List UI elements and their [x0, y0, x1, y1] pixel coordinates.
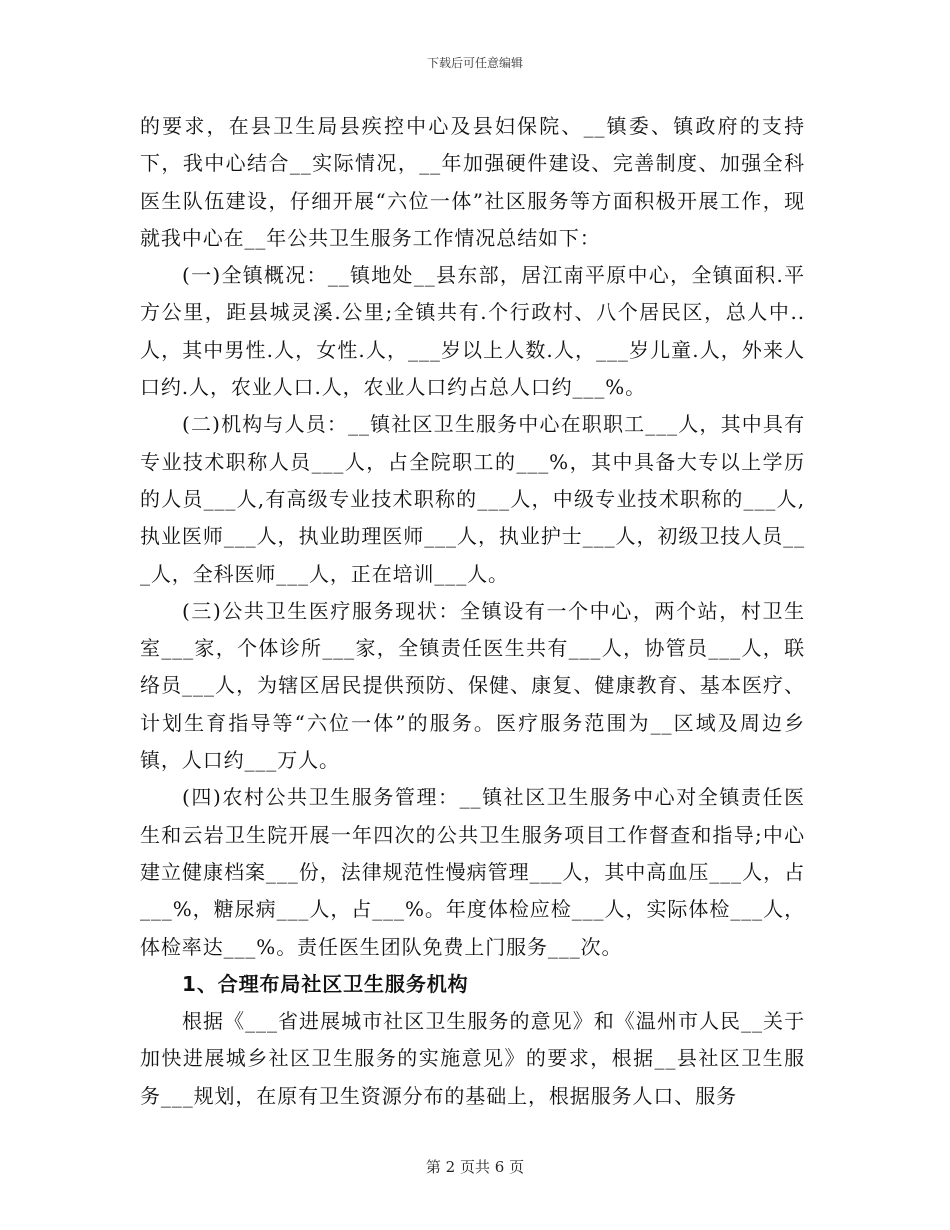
intro-paragraph: 的要求，在县卫生局县疾控中心及县妇保院、__镇委、镇政府的支持下，我中心结合__实际情况，__年加强硬件建设、完善制度、加强全科医生队伍建设，仔细开展“六位一体”社区服务等方面积极开展工作，现就我中心在__年公共卫生服务工作情况总结如下：: [140, 114, 805, 250]
page-header: 下载后可任意编辑: [426, 56, 523, 70]
paragraph-staff: (二)机构与人员：__镇社区卫生服务中心在职职工___人，其中具有专业技术职称人员___人，占全院职工的___%，其中具备大专以上学历的人员___人,有高级专业技术职称的___人，中级专业技术职称的___人,执业医师___人，执业助理医师___人，执业护士___人，初级卫技人员___人，全科医师___人，正在培训___人。: [140, 412, 805, 586]
section-heading: 1、合理布局社区卫生服务机构: [182, 971, 469, 996]
page-number: 第 2 页共 6 页: [425, 1158, 525, 1176]
paragraph-service-status: (三)公共卫生医疗服务现状：全镇设有一个中心，两个站，村卫生室___家，个体诊所___家，全镇责任医生共有___人，协管员___人，联络员___人，为辖区居民提供预防、保健、康复、健康教育、基本医疗、计划生育指导等“六位一体”的服务。医疗服务范围为__区域及周边乡镇，人口约___万人。: [140, 598, 805, 773]
document-body: [140, 108, 805, 1115]
paragraph-town-overview: (一)全镇概况：__镇地处__县东部，居江南平原中心，全镇面积.平方公里，距县城灵溪.公里;全镇共有.个行政村、八个居民区，总人中..人，其中男性.人，女性.人，___岁以上人数.人，___岁儿童.人，外来人口约.人，农业人口.人，农业人口约占总人口约___%。: [140, 263, 805, 400]
paragraph-service-management: (四)农村公共卫生服务管理：__镇社区卫生服务中心对全镇责任医生和云岩卫生院开展一年四次的公共卫生服务项目工作督查和指导;中心建立健康档案___份，法律规范性慢病管理___人，其中高血压___人，占___%，糖尿病___人，占___%。年度体检应检___人，实际体检___人，体检率达___%。责任医生团队免费上门服务___次。: [140, 785, 805, 959]
closing-paragraph: 根据《___省进展城市社区卫生服务的意见》和《温州市人民__关于加快进展城乡社区卫生服务的实施意见》的要求，根据__县社区卫生服务___规划，在原有卫生资源分布的基础上，根据服务人口、服务: [140, 1009, 805, 1108]
